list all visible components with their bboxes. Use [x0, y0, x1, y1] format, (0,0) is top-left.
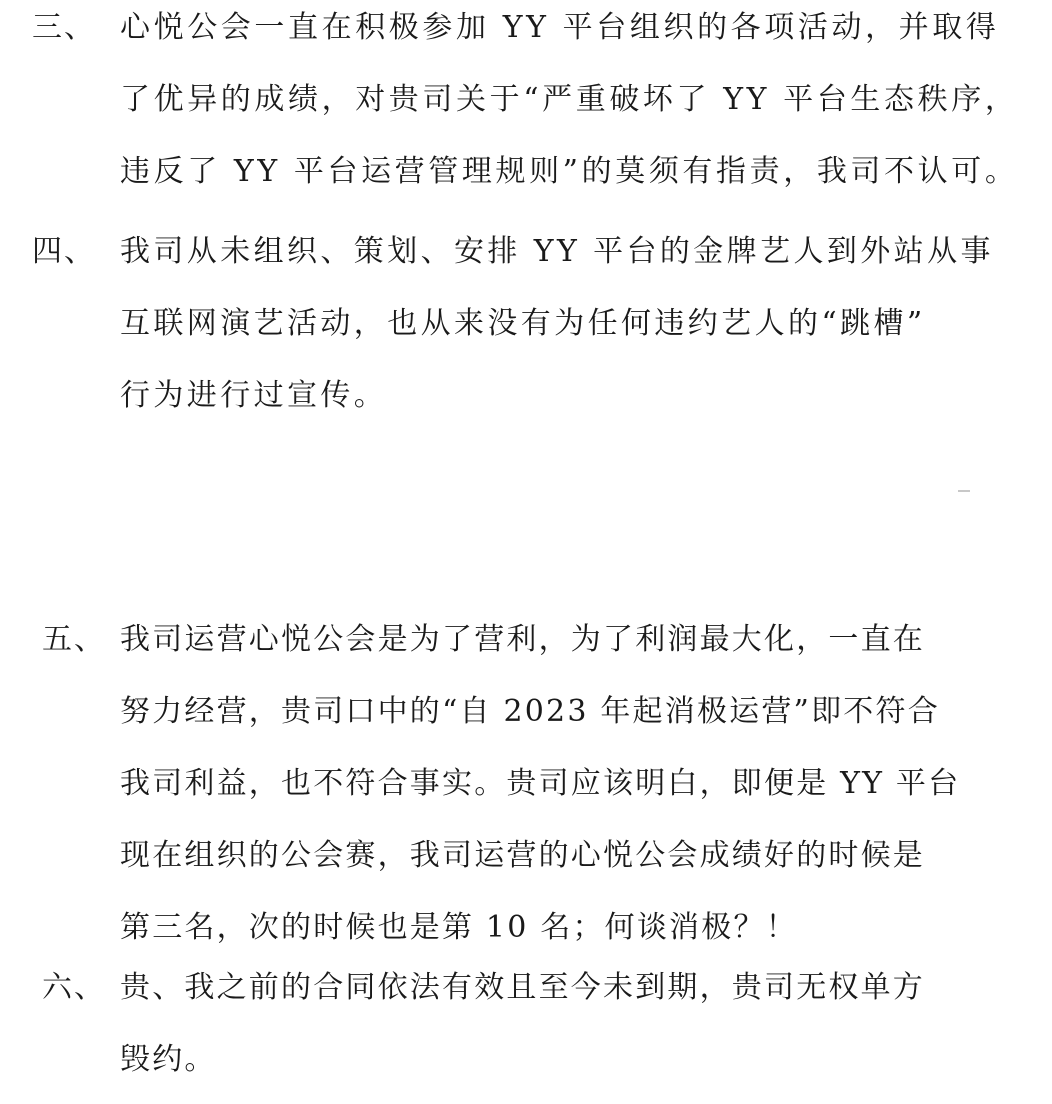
- text-line: 第三名，次的时候也是第 10 名；何谈消极？！: [120, 910, 798, 945]
- text-line: 互联网演艺活动，也从来没有为任何违约艺人的“跳槽”: [120, 306, 926, 341]
- clause-number: 三、: [32, 10, 96, 45]
- text-line: 我司利益，也不符合事实。贵司应该明白，即便是 YY 平台: [120, 766, 961, 801]
- clause-number: 四、: [32, 234, 96, 269]
- clause-text: [120, 216, 994, 432]
- clause-number: 六、: [42, 970, 106, 1005]
- clause-text: [120, 952, 925, 1096]
- clause-text: [120, 604, 960, 964]
- text-line: 努力经营，贵司口中的“自 2023 年起消极运营”即不符合: [120, 694, 940, 729]
- text-line: 贵、我之前的合同依法有效且至今未到期，贵司无权单方: [120, 970, 925, 1005]
- scan-artifact: [958, 490, 970, 492]
- text-line: 毁约。: [120, 1042, 217, 1077]
- text-line: 行为进行过宣传。: [120, 378, 388, 413]
- text-line: 心悦公会一直在积极参加 YY 平台组织的各项活动，并取得: [120, 10, 1000, 45]
- text-line: 我司从未组织、策划、安排 YY 平台的金牌艺人到外站从事: [120, 234, 994, 269]
- text-line: 了优异的成绩，对贵司关于“严重破坏了 YY 平台生态秩序，: [120, 82, 1019, 117]
- clause-text: [120, 0, 1018, 208]
- text-line: 现在组织的公会赛，我司运营的心悦公会成绩好的时候是: [120, 838, 925, 873]
- clause-number: 五、: [42, 622, 106, 657]
- text-line: 违反了 YY 平台运营管理规则”的莫须有指责，我司不认可。: [120, 154, 1019, 189]
- text-line: 我司运营心悦公会是为了营利，为了利润最大化，一直在: [120, 622, 925, 657]
